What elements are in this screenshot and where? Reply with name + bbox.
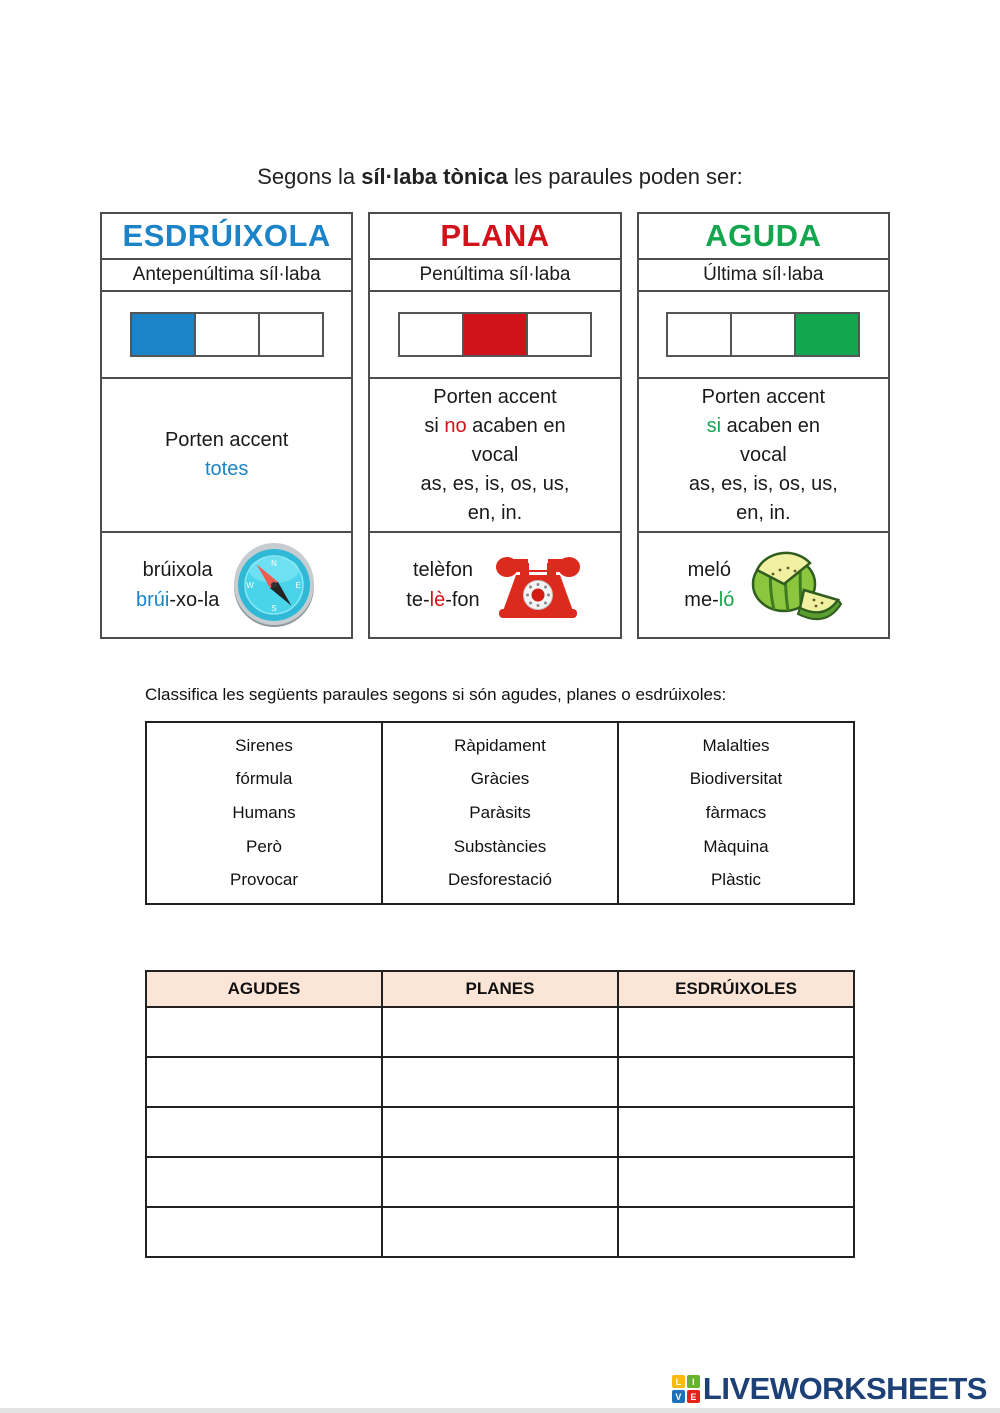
example-text bbox=[136, 555, 219, 615]
answer-cell[interactable] bbox=[146, 1057, 382, 1107]
category-column bbox=[637, 212, 890, 639]
example-syllabified bbox=[406, 585, 479, 615]
word-item: fàrmacs bbox=[705, 802, 767, 822]
classify-instruction: Classifica les següents paraules segons si són agudes, planes o esdrúixoles: bbox=[145, 685, 727, 704]
answer-row bbox=[146, 1007, 854, 1057]
text-segment: en, in. bbox=[467, 501, 523, 524]
category-example bbox=[370, 531, 619, 637]
text-segment: ló bbox=[718, 589, 735, 611]
answer-header-row bbox=[146, 971, 854, 1007]
text-segment: totes bbox=[204, 458, 249, 480]
syllable-bar bbox=[130, 312, 324, 357]
text-segment: as, es, is, os, us, bbox=[420, 472, 570, 495]
answer-cell[interactable] bbox=[618, 1057, 854, 1107]
rule-line bbox=[702, 383, 825, 412]
syllable-bar-cell bbox=[730, 312, 796, 357]
syllable-bar-cell bbox=[130, 312, 196, 357]
word-item: Provocar bbox=[229, 870, 299, 890]
text-segment: vocal bbox=[739, 443, 787, 466]
rule-line bbox=[736, 499, 790, 528]
word-item: Però bbox=[246, 836, 282, 856]
answer-column-header: PLANES bbox=[382, 971, 618, 1007]
word-item: Substàncies bbox=[453, 836, 547, 856]
svg-text:S: S bbox=[271, 604, 278, 613]
page-title bbox=[0, 164, 1000, 190]
rule-line bbox=[205, 455, 248, 484]
answer-row bbox=[146, 1157, 854, 1207]
category-syllable-label: Última síl·laba bbox=[639, 258, 888, 290]
answer-column-header: ESDRÚIXOLES bbox=[618, 971, 854, 1007]
word-bank-column bbox=[617, 723, 853, 903]
word-item: Malalties bbox=[702, 735, 770, 755]
syllable-bar bbox=[666, 312, 860, 357]
text-segment: si bbox=[424, 414, 445, 437]
brand-logo bbox=[672, 1371, 987, 1407]
rule-line bbox=[421, 470, 570, 499]
text-segment: te- bbox=[406, 589, 430, 611]
brand-name: LIVEWORKSHEETS bbox=[702, 1371, 987, 1406]
svg-text:E: E bbox=[295, 581, 302, 590]
category-column bbox=[100, 212, 353, 639]
text-segment: vocal bbox=[471, 443, 519, 466]
word-item: Plàstic bbox=[710, 870, 762, 890]
syllable-bar bbox=[398, 312, 592, 357]
answer-cell[interactable] bbox=[146, 1107, 382, 1157]
syllable-bar-cell bbox=[794, 312, 860, 357]
text-segment: no bbox=[444, 414, 467, 437]
rule-line bbox=[424, 412, 565, 441]
word-bank-column bbox=[147, 723, 381, 903]
syllable-bar-row bbox=[102, 290, 351, 377]
category-syllable-label: Penúltima síl·laba bbox=[370, 258, 619, 290]
category-syllable-label: Antepenúltima síl·laba bbox=[102, 258, 351, 290]
answer-cell[interactable] bbox=[382, 1057, 618, 1107]
answer-body bbox=[146, 1007, 854, 1257]
answer-cell[interactable] bbox=[618, 1207, 854, 1257]
answer-cell[interactable] bbox=[146, 1207, 382, 1257]
title-suffix: les paraules poden ser: bbox=[507, 164, 743, 189]
word-bank-column bbox=[381, 723, 617, 903]
text-segment: Porten accent bbox=[164, 429, 289, 451]
word-item: Sirenes bbox=[235, 735, 293, 755]
word-item: Humans bbox=[232, 802, 296, 822]
word-bank-table bbox=[145, 721, 855, 905]
word-item: Màquina bbox=[703, 836, 769, 856]
category-title: ESDRÚIXOLA bbox=[122, 218, 331, 253]
example-syllabified bbox=[684, 585, 734, 615]
category-example bbox=[102, 531, 351, 637]
text-segment: en, in. bbox=[736, 501, 791, 524]
text-segment: as, es, is, os, us, bbox=[688, 472, 838, 495]
text-segment: Porten accent bbox=[701, 385, 826, 408]
answer-column-header: AGUDES bbox=[146, 971, 382, 1007]
syllable-bar-cell bbox=[462, 312, 528, 357]
syllable-bar-cell bbox=[526, 312, 592, 357]
rule-line bbox=[165, 426, 288, 455]
example-text bbox=[684, 555, 734, 615]
liveworksheets-grid-icon bbox=[672, 1375, 700, 1403]
title-prefix: Segons la bbox=[257, 164, 362, 189]
example-word: meló bbox=[687, 559, 731, 581]
category-example bbox=[639, 531, 888, 637]
answer-cell[interactable] bbox=[618, 1007, 854, 1057]
answer-cell[interactable] bbox=[618, 1157, 854, 1207]
telephone-icon bbox=[492, 545, 584, 625]
word-item: fórmula bbox=[235, 769, 293, 789]
syllable-bar-cell bbox=[398, 312, 464, 357]
example-word: telèfon bbox=[412, 559, 474, 581]
rule-line bbox=[689, 470, 838, 499]
category-columns bbox=[100, 212, 890, 639]
text-segment: -fon bbox=[445, 589, 480, 611]
answer-cell[interactable] bbox=[382, 1207, 618, 1257]
word-item: Ràpidament bbox=[454, 735, 546, 755]
logo-grid-square: L bbox=[672, 1375, 685, 1388]
syllable-bar-row bbox=[639, 290, 888, 377]
rule-line bbox=[433, 383, 556, 412]
logo-grid-square: E bbox=[687, 1390, 700, 1403]
rule-line bbox=[472, 441, 519, 470]
page-bottom-divider bbox=[0, 1408, 1000, 1413]
text-segment: me- bbox=[684, 589, 719, 611]
answer-cell[interactable] bbox=[382, 1007, 618, 1057]
rule-line bbox=[468, 499, 522, 528]
word-item: Biodiversitat bbox=[689, 769, 783, 789]
word-item: Desforestació bbox=[448, 870, 552, 890]
accent-rule bbox=[370, 377, 619, 531]
melon-icon bbox=[746, 548, 842, 622]
accent-rule bbox=[639, 377, 888, 531]
title-bold: síl·laba tònica bbox=[361, 164, 508, 189]
answer-cell[interactable] bbox=[382, 1107, 618, 1157]
answer-row bbox=[146, 1107, 854, 1157]
answer-cell[interactable] bbox=[146, 1007, 382, 1057]
example-text bbox=[406, 555, 479, 615]
answer-cell[interactable] bbox=[382, 1157, 618, 1207]
answer-cell[interactable] bbox=[146, 1157, 382, 1207]
word-item: Paràsits bbox=[469, 802, 531, 822]
text-segment: lè bbox=[429, 589, 446, 611]
answer-row bbox=[146, 1057, 854, 1107]
rule-line bbox=[740, 441, 787, 470]
logo-grid-square: V bbox=[672, 1390, 685, 1403]
compass-icon bbox=[231, 541, 317, 629]
category-column bbox=[368, 212, 621, 639]
text-segment: -xo-la bbox=[169, 589, 220, 611]
answer-row bbox=[146, 1207, 854, 1257]
text-segment: brúi bbox=[135, 589, 170, 611]
text-segment: acaben en bbox=[466, 414, 566, 437]
category-title: AGUDA bbox=[705, 218, 822, 253]
syllable-bar-cell bbox=[258, 312, 324, 357]
logo-grid-square: I bbox=[687, 1375, 700, 1388]
example-syllabified bbox=[136, 585, 219, 615]
rule-line bbox=[707, 412, 820, 441]
syllable-bar-row bbox=[370, 290, 619, 377]
text-segment: si bbox=[706, 414, 722, 437]
text-segment: Porten accent bbox=[433, 385, 557, 408]
category-title: PLANA bbox=[440, 218, 550, 253]
svg-text:N: N bbox=[271, 559, 278, 568]
answer-table bbox=[145, 970, 855, 1258]
word-item: Gràcies bbox=[470, 769, 530, 789]
answer-cell[interactable] bbox=[618, 1107, 854, 1157]
svg-text:W: W bbox=[246, 581, 255, 590]
syllable-bar-cell bbox=[666, 312, 732, 357]
example-word: brúixola bbox=[142, 559, 213, 581]
text-segment: acaben en bbox=[721, 414, 821, 437]
accent-rule bbox=[102, 377, 351, 531]
syllable-bar-cell bbox=[194, 312, 260, 357]
